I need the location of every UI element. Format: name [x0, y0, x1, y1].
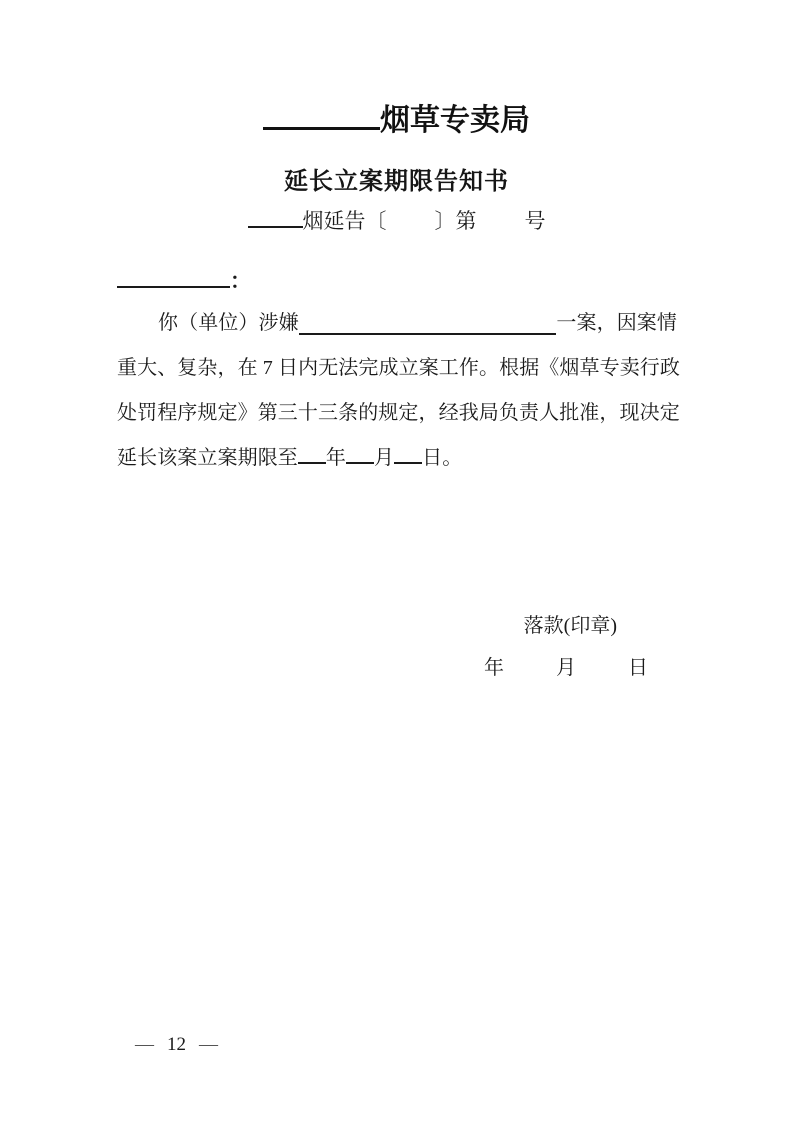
body-line-3: 处罚程序规定》第三十三条的规定，经我局负责人批准，现决定: [117, 402, 680, 424]
addressee-colon: ：: [230, 269, 251, 293]
org-name-blank-line: [263, 125, 380, 130]
doc-number-label: 第: [455, 209, 477, 233]
signature-year-label: 年: [484, 657, 504, 679]
month-label: 月: [374, 447, 395, 469]
footer-dash-right: —: [199, 1034, 218, 1055]
addressee-blank-line: [117, 284, 230, 288]
body-line-4-lead: 延长该案立案期限至: [117, 447, 298, 469]
org-title-line: [0, 100, 793, 142]
signature-month-label: 月: [556, 657, 576, 679]
doc-number-prefix: 烟延告: [302, 209, 366, 233]
doc-number-line: [0, 206, 793, 236]
day-blank-line: [394, 460, 422, 464]
page-number: 12: [167, 1034, 186, 1055]
signature-seal-label: 落款(印章): [523, 615, 617, 637]
case-description-blank-line: [299, 333, 557, 335]
day-label: 日: [422, 447, 443, 469]
body-line-4: [117, 436, 677, 481]
year-blank-line: [298, 460, 326, 464]
open-bracket: 〔: [365, 209, 387, 233]
doc-title: 延长立案期限告知书: [284, 168, 509, 195]
doc-number-suffix: 号: [524, 209, 546, 233]
signature-day-label: 日: [628, 657, 648, 679]
body-paragraph: [117, 301, 680, 481]
year-label: 年: [325, 447, 347, 469]
addressee-line: [117, 266, 251, 296]
signature-date-line: [484, 655, 648, 681]
body-line-2: 重大、复杂，在 7 日内无法完成立案工作。根据《烟草专卖行政: [117, 357, 680, 379]
close-bracket: 〕: [434, 209, 456, 233]
org-name: 烟草专卖局: [380, 104, 530, 137]
body-line-1-tail: 一案，因案情: [556, 312, 677, 334]
month-blank-line: [346, 460, 374, 464]
doc-number-blank-line: [248, 224, 303, 228]
page-number-footer: [135, 1033, 218, 1057]
footer-dash-left: —: [135, 1034, 154, 1055]
period-mark: 。: [442, 447, 463, 469]
body-line-1-lead: 你（单位）涉嫌: [158, 312, 299, 334]
body-line-1: [117, 301, 677, 346]
